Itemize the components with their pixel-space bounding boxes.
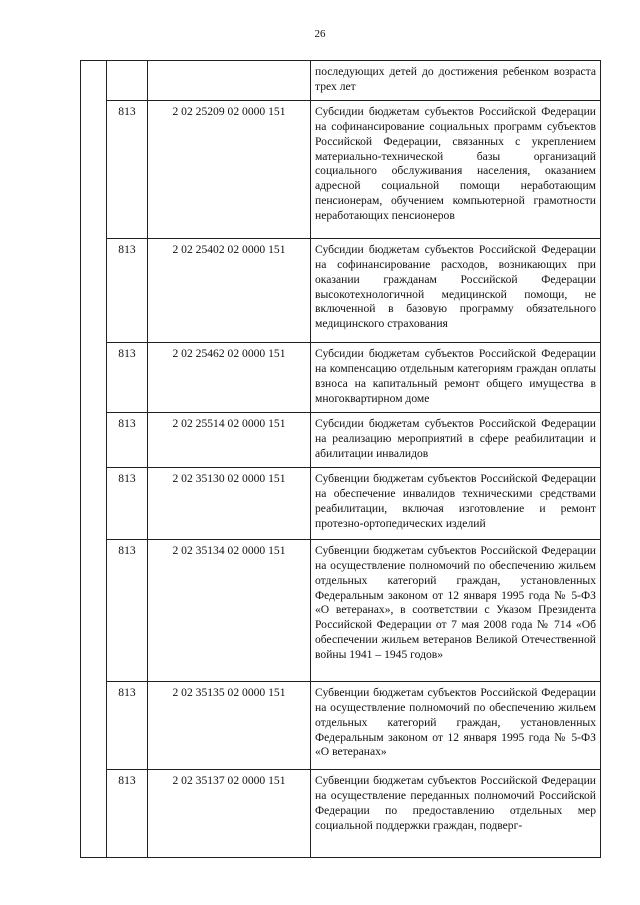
budget-code-cell: 2 02 25402 02 0000 151 [148,238,311,342]
revenue-description-cell: последующих детей до достижения ребенком возраста трех лет [311,61,601,101]
budget-code-cell: 2 02 35135 02 0000 151 [148,681,311,769]
revenue-description-cell: Субсидии бюджетам субъектов Российской Федерации на софинансирование расходов, возникающих при оказании гражданам Российской Федерации высокотехнологичной медицинской помощи, не включенной в базовую программу обязательного медицинского страхования [311,238,601,342]
revenue-description-cell: Субсидии бюджетам субъектов Российской Федерации на реализацию мероприятий в сфере реабилитации и абилитации инвалидов [311,412,601,467]
admin-code-cell [107,61,148,101]
table-row [81,539,601,681]
revenue-description-cell: Субвенции бюджетам субъектов Российской Федерации на осуществление полномочий по обеспечению жильем отдельных категорий граждан, установленных Федеральным законом от 12 января 1995 года № 5-ФЗ «О ветеранах» [311,681,601,769]
page-number: 26 [314,28,326,40]
revenue-description-cell: Субсидии бюджетам субъектов Российской Федерации на софинансирование социальных программ субъектов Российской Федерации, связанных с укреплением материально-технической базы организаций социального обслуживания населения, оказанием адресной социальной помощи неработающим пенсионерам, обучением компьютерной грамотности неработающих пенсионеров [311,100,601,238]
admin-code-cell: 813 [107,467,148,539]
admin-code-cell: 813 [107,539,148,681]
admin-code-cell: 813 [107,769,148,857]
budget-code-cell: 2 02 35134 02 0000 151 [148,539,311,681]
budget-code-cell: 2 02 25514 02 0000 151 [148,412,311,467]
revenue-description-cell: Субвенции бюджетам субъектов Российской Федерации на осуществление переданных полномочий Российской Федерации по предоставлению отдельных мер социальной поддержки граждан, подверг- [311,769,601,857]
budget-code-cell: 2 02 25209 02 0000 151 [148,100,311,238]
budget-code-cell: 2 02 25462 02 0000 151 [148,342,311,412]
admin-code-cell: 813 [107,412,148,467]
table-row [81,238,601,342]
left-margin-column [81,61,107,858]
table-row [81,412,601,467]
table-row [81,100,601,238]
budget-code-cell [148,61,311,101]
budget-code-cell: 2 02 35130 02 0000 151 [148,467,311,539]
admin-code-cell: 813 [107,681,148,769]
table-row [81,61,601,101]
revenue-description-cell: Субвенции бюджетам субъектов Российской Федерации на обеспечение инвалидов техническими средствами реабилитации, включая изготовление и ремонт протезно-ортопедических изделий [311,467,601,539]
admin-code-cell: 813 [107,238,148,342]
revenue-description-cell: Субвенции бюджетам субъектов Российской Федерации на осуществление полномочий по обеспечению жильем отдельных категорий граждан, установленных Федеральным законом от 12 января 1995 года № 5-ФЗ «О ветеранах», в соответствии с Указом Президента Российской Федерации от 7 мая 2008 года № 714 «Об обеспечении жильем ветеранов Великой Отечественной войны 1941 – 1945 годов» [311,539,601,681]
table-row [81,342,601,412]
table-row [81,467,601,539]
budget-code-cell: 2 02 35137 02 0000 151 [148,769,311,857]
budget-classification-table [80,60,601,858]
admin-code-cell: 813 [107,342,148,412]
table-row [81,769,601,857]
revenue-description-cell: Субсидии бюджетам субъектов Российской Федерации на компенсацию отдельным категориям граждан оплаты взноса на капитальный ремонт общего имущества в многоквартирном доме [311,342,601,412]
admin-code-cell: 813 [107,100,148,238]
table-row [81,681,601,769]
